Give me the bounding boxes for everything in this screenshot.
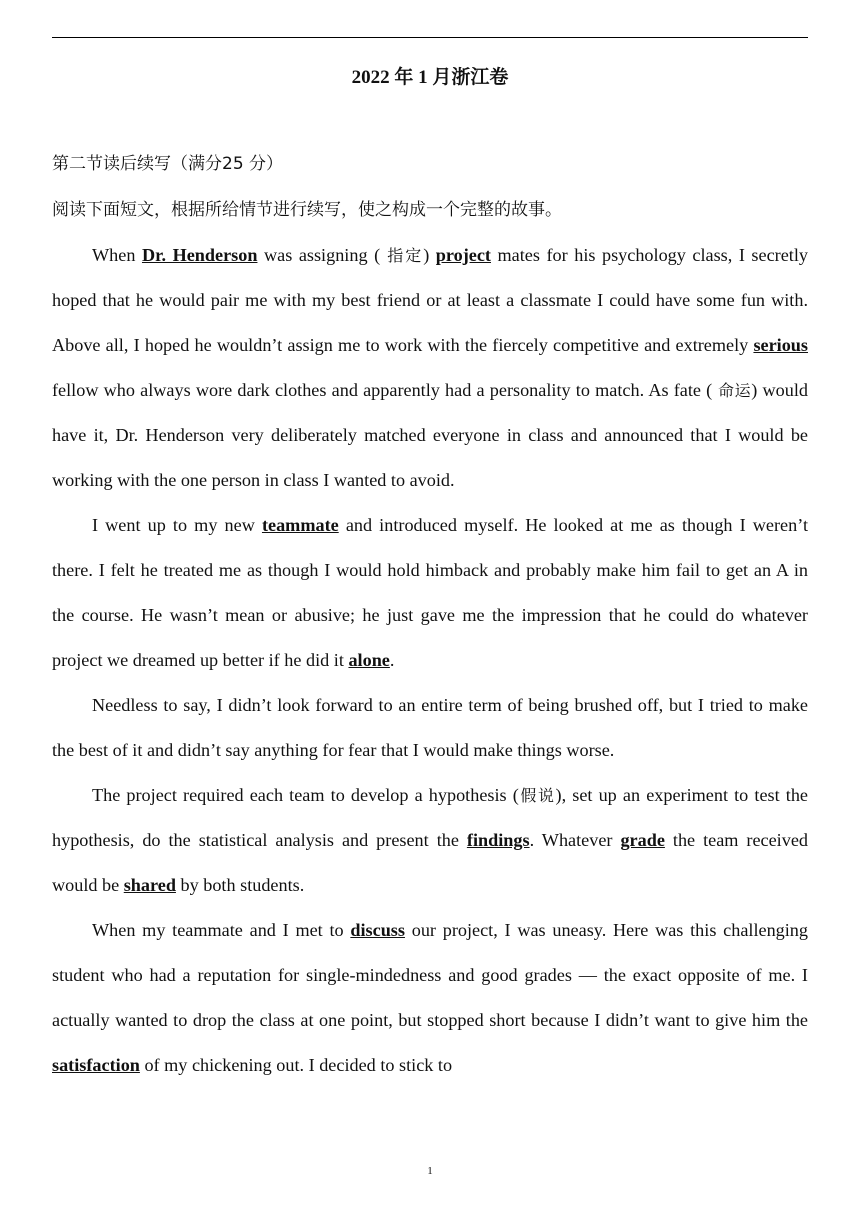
keyword: serious [753,335,808,355]
keyword: Dr. Henderson [141,245,258,265]
text-run: The project required each team to develop a hypothesis ( [92,785,519,805]
keyword: teammate [261,515,339,535]
text-run: of my chickening out. I decided to stick to [139,1055,453,1075]
text-run: our project, I was uneasy. Here was this challenging student who had a reputation for single-mindedness and good grades — the exact opposite of me. I actually wanted to drop the class at one point, but stopped short because I didn’t want to give him the [52,920,808,1030]
text-run: . Whatever [529,830,621,850]
page-number: 1 [427,1165,433,1177]
section-intro [52,151,808,240]
chinese-gloss: 指定 [380,246,424,265]
keyword: shared [123,875,176,895]
text-run: When [92,245,142,265]
text-run: I went up to my new [92,515,262,535]
text-run: by both students. [175,875,305,895]
keyword: project [435,245,491,265]
text-run: . [389,650,395,670]
paragraph-1 [52,233,808,503]
paragraph-2 [52,503,808,683]
keyword: discuss [350,920,405,940]
text-run: fellow who always wore dark clothes and apparently had a personality to match. As fate ( [52,380,713,400]
text-run: Needless to say, I didn’t look forward to an entire term of being brushed off, but I tried to make the best of it and didn’t say anything for fear that I would make things worse. [52,695,808,760]
paragraph-4 [52,773,808,908]
text-run: ) would have it, Dr. Henderson very deliberately matched everyone in class and announced that I would be working with the one person in class I wanted to avoid. [52,380,809,490]
text-run: and introduced myself. He looked at me as though I weren’t there. I felt he treated me as though I would hold himback and probably make him fail to get an A in the course. He wasn’t mean or abusive; he just gave me the impression that he could do whatever project we dreamed up better if he did it [52,515,808,670]
chinese-gloss: 假说 [518,786,556,805]
paragraph-3 [52,683,808,773]
keyword: grade [620,830,665,850]
document-title: 2022 年 1 月浙江卷 [351,67,509,88]
keyword: alone [348,650,390,670]
text-run: When my teammate and I met to [92,920,351,940]
text-run: the team received would be [52,830,808,895]
keyword: findings [466,830,530,850]
chinese-gloss: 命运 [712,381,752,400]
text-run: mates for his psychology class, I secretly hoped that he would pair me with my best friend or at least a classmate I could have some fun with. Above all, I hoped he wouldn’t assign me to work with the fiercely competitive and extremely [52,245,808,355]
passage [52,233,808,1088]
section-heading: 第二节读后续写（满分25 分） [52,154,284,174]
header-rule [52,37,808,38]
keyword: satisfaction [52,1055,140,1075]
text-run: ), set up an experiment to test the hypothesis, do the statistical analysis and present the [52,785,808,850]
text-run: ) [423,245,436,265]
instruction-text: 阅读下面短文，根据所给情节进行续写，使之构成一个完整的故事。 [52,200,562,220]
paragraph-5 [52,908,808,1088]
text-run: was assigning ( [257,245,381,265]
